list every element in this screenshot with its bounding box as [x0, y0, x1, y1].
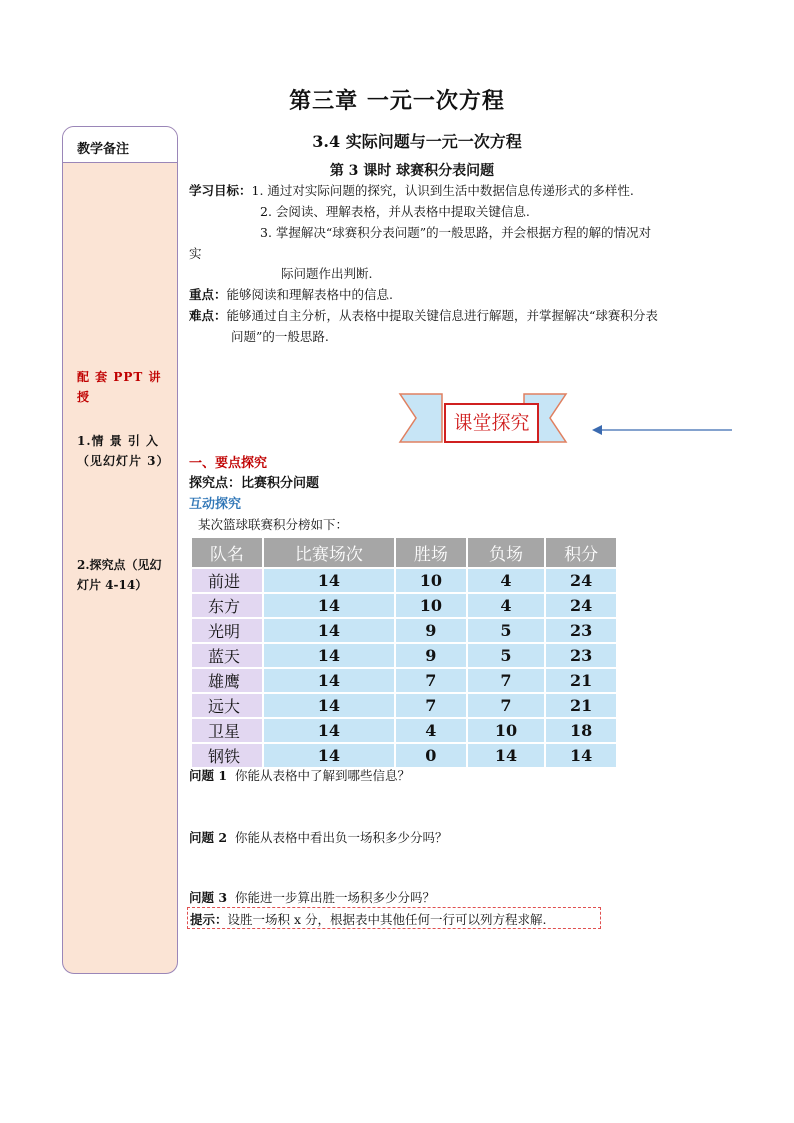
losses: 7 [467, 693, 546, 718]
objective-1: 学习目标：1. 通过对实际问题的探究，认识到生活中数据信息传递形式的多样性. [189, 183, 634, 198]
chapter-title: 第三章 一元一次方程 [289, 88, 505, 114]
objectives-label: 学习目标： [189, 183, 252, 198]
col-header: 比赛场次 [263, 537, 395, 568]
points: 21 [545, 668, 617, 693]
table-row [191, 643, 617, 668]
section-title: 3.4 实际问题与一元一次方程 [312, 132, 522, 151]
team-name: 远大 [191, 693, 263, 718]
explore-point-note: 2.探究点（见幻灯片 4-14） [77, 558, 162, 592]
explore-point-heading: 探究点：比赛积分问题 [189, 476, 320, 491]
points: 24 [545, 593, 617, 618]
points: 21 [545, 693, 617, 718]
team-name: 东方 [191, 593, 263, 618]
losses: 5 [467, 643, 546, 668]
losses: 7 [467, 668, 546, 693]
team-name: 前进 [191, 568, 263, 593]
section-heading: 一、要点探究 [189, 456, 268, 471]
losses: 14 [467, 743, 546, 768]
difficulty-wrap: 问题”的一般思路. [231, 329, 329, 344]
objective-3: 3. 掌握解决“球赛积分表问题”的一般思路，并会根据方程的解的情况对 [260, 225, 652, 240]
left-arrow-icon [592, 423, 732, 437]
notes-header: 教学备注 [63, 127, 177, 163]
games-played: 14 [263, 618, 395, 643]
games-played: 14 [263, 668, 395, 693]
hint-label: 提示： [190, 912, 228, 927]
games-played: 14 [263, 718, 395, 743]
games-played: 14 [263, 568, 395, 593]
wins: 10 [395, 593, 467, 618]
wins: 9 [395, 643, 467, 668]
lesson-title: 第 3 课时 球赛积分表问题 [329, 163, 495, 179]
objective-3-wrap: 实 [189, 246, 202, 261]
points: 14 [545, 743, 617, 768]
wins: 10 [395, 568, 467, 593]
teaching-notes-sidebar [62, 126, 178, 974]
table-row [191, 718, 617, 743]
losses: 4 [467, 593, 546, 618]
question-3: 问题 3 你能进一步算出胜一场积多少分吗？ [189, 890, 436, 905]
wins: 7 [395, 668, 467, 693]
losses: 4 [467, 568, 546, 593]
objective-2: 2. 会阅读、理解表格，并从表格中提取关键信息. [260, 204, 530, 219]
col-header: 队名 [191, 537, 263, 568]
interactive-heading: 互动探究 [189, 497, 242, 512]
wins: 4 [395, 718, 467, 743]
classroom-explore-banner: 课堂探究 [444, 403, 539, 443]
scene-intro-note: 1.情 景 引 入 （见幻灯片 3） [77, 434, 170, 468]
table-row [191, 693, 617, 718]
games-played: 14 [263, 593, 395, 618]
table-header-row [191, 537, 617, 568]
games-played: 14 [263, 743, 395, 768]
games-played: 14 [263, 643, 395, 668]
points: 23 [545, 643, 617, 668]
team-name: 光明 [191, 618, 263, 643]
standings-table [190, 536, 618, 769]
col-header: 负场 [467, 537, 546, 568]
difficulty: 难点：能够通过自主分析，从表格中提取关键信息进行解题，并掌握解决“球赛积分表 [189, 308, 658, 323]
team-name: 钢铁 [191, 743, 263, 768]
points: 18 [545, 718, 617, 743]
col-header: 积分 [545, 537, 617, 568]
wins: 7 [395, 693, 467, 718]
losses: 10 [467, 718, 546, 743]
key-point: 重点：能够阅读和理解表格中的信息. [189, 287, 393, 302]
objective-3-wrap2: 际问题作出判断. [281, 266, 373, 281]
table-row [191, 568, 617, 593]
question-1: 问题 1 你能从表格中了解到哪些信息？ [189, 768, 411, 783]
table-row [191, 743, 617, 768]
col-header: 胜场 [395, 537, 467, 568]
team-name: 雄鹰 [191, 668, 263, 693]
table-row [191, 668, 617, 693]
losses: 5 [467, 618, 546, 643]
ppt-note: 配 套 PPT 讲 授 [77, 370, 162, 404]
games-played: 14 [263, 693, 395, 718]
hint-text: 设胜一场积 x 分，根据表中其他任何一行可以列方程求解. [227, 912, 547, 927]
table-row [191, 593, 617, 618]
points: 24 [545, 568, 617, 593]
table-row [191, 618, 617, 643]
points: 23 [545, 618, 617, 643]
wins: 0 [395, 743, 467, 768]
hint-box [187, 907, 601, 929]
team-name: 卫星 [191, 718, 263, 743]
table-intro: 某次篮球联赛积分榜如下： [198, 517, 349, 532]
team-name: 蓝天 [191, 643, 263, 668]
question-2: 问题 2 你能从表格中看出负一场积多少分吗？ [189, 830, 448, 845]
wins: 9 [395, 618, 467, 643]
